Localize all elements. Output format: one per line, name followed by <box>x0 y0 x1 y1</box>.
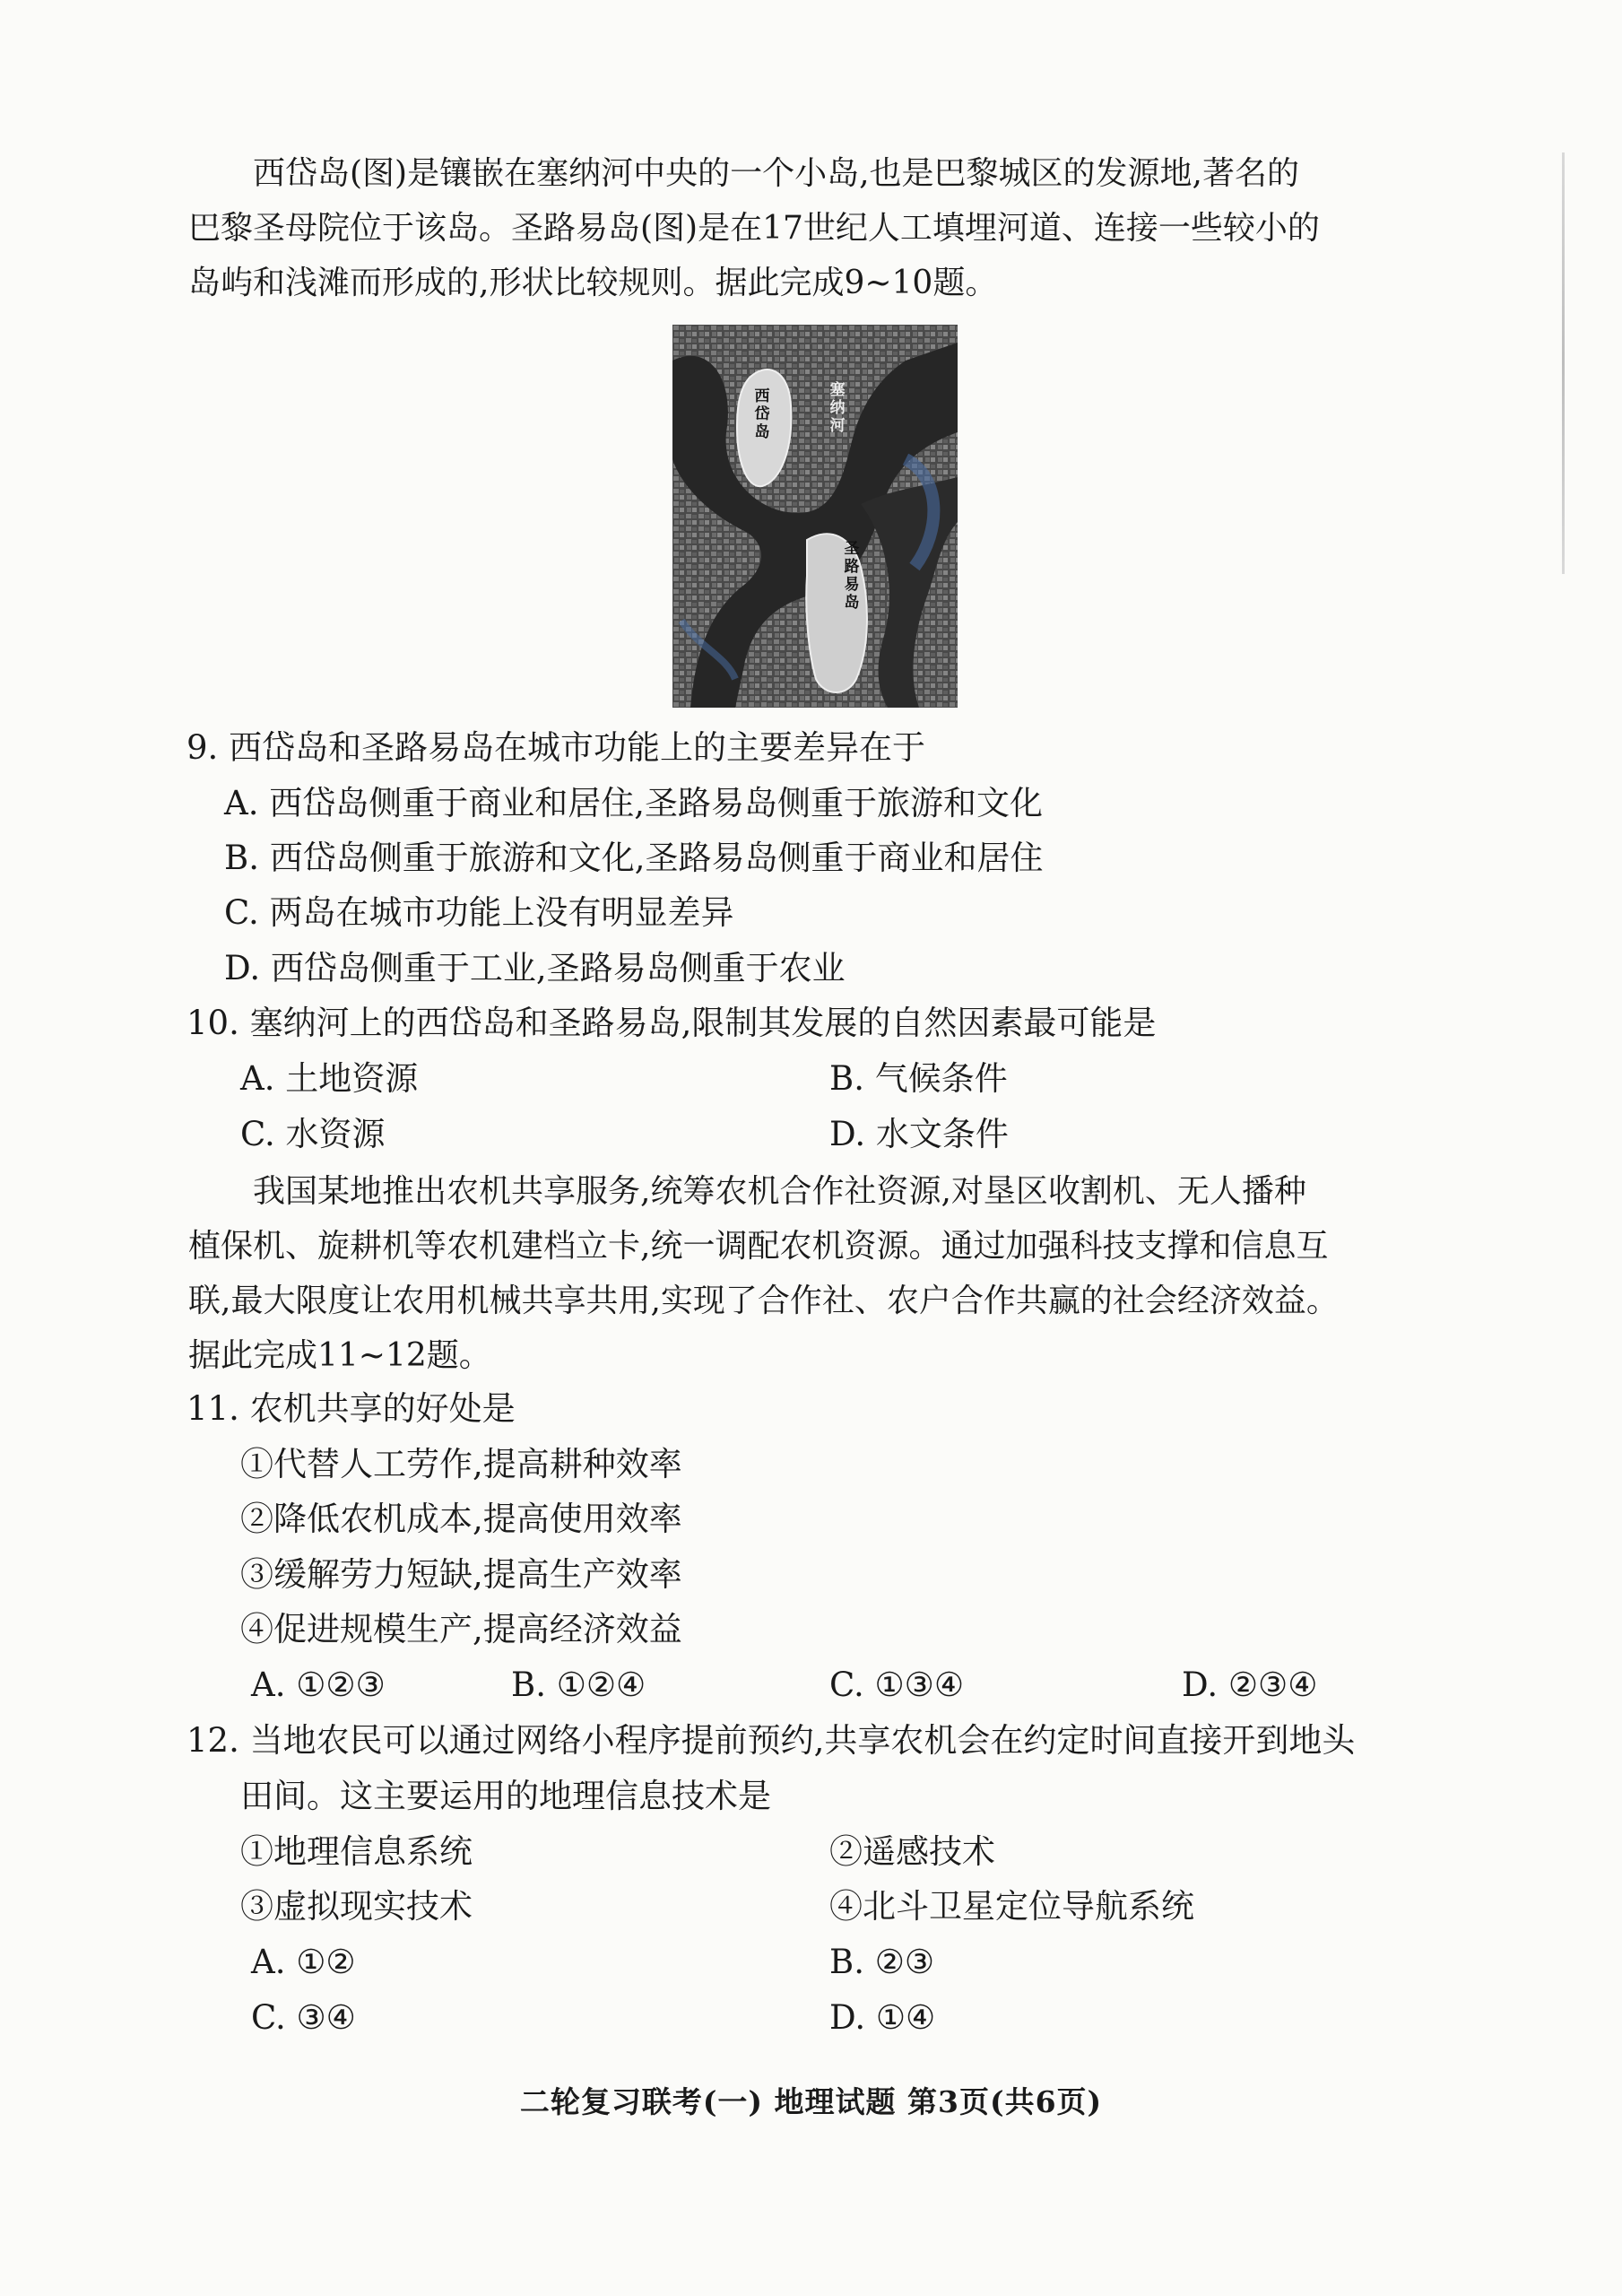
question-9-option-c[interactable]: C. 两岛在城市功能上没有明显差异 <box>224 893 734 932</box>
question-10-option-d[interactable]: D. 水文条件 <box>829 1115 1009 1153</box>
intro1-line1: 西岱岛(图)是镶嵌在塞纳河中央的一个小岛,也是巴黎城区的发源地,著名的 <box>253 155 1299 192</box>
question-12-stem-line1: 12. 当地农民可以通过网络小程序提前预约,共享农机会在约定时间直接开到地头 <box>186 1721 1356 1760</box>
intro1-line2: 巴黎圣母院位于该岛。圣路易岛(图)是在17世纪人工填埋河道、连接一些较小的 <box>188 210 1320 247</box>
question-9-option-b[interactable]: B. 西岱岛侧重于旅游和文化,圣路易岛侧重于商业和居住 <box>224 839 1044 877</box>
question-12-statement-3: ③虚拟现实技术 <box>240 1887 473 1926</box>
question-11-statement-3: ③缓解劳力短缺,提高生产效率 <box>240 1555 682 1594</box>
question-11-statement-1: ①代替人工劳作,提高耕种效率 <box>240 1445 682 1483</box>
question-12-stem-line2: 田间。这主要运用的地理信息技术是 <box>240 1777 771 1815</box>
page-footer: 二轮复习联考(一) 地理试题 第3页(共6页) <box>519 2084 1103 2119</box>
question-10-stem: 10. 塞纳河上的西岱岛和圣路易岛,限制其发展的自然因素最可能是 <box>186 1004 1157 1042</box>
question-11-option-d[interactable]: D. ②③④ <box>1182 1665 1318 1704</box>
question-12-option-a[interactable]: A. ①② <box>251 1943 356 1981</box>
question-11-stem: 11. 农机共享的好处是 <box>186 1389 516 1428</box>
question-10-option-a[interactable]: A. 土地资源 <box>240 1059 419 1098</box>
question-12-option-d[interactable]: D. ①④ <box>829 1998 936 2037</box>
map-label-stlouis: 圣路易岛 <box>844 540 860 612</box>
intro2-line2: 植保机、旋耕机等农机建档立卡,统一调配农机资源。通过加强科技支撑和信息互 <box>188 1228 1329 1265</box>
question-10-option-c[interactable]: C. 水资源 <box>240 1115 386 1153</box>
question-12-option-b[interactable]: B. ②③ <box>829 1943 935 1981</box>
paris-islands-map <box>672 325 958 708</box>
question-11-statement-2: ②降低农机成本,提高使用效率 <box>240 1500 682 1538</box>
scan-margin-line <box>1562 152 1565 574</box>
question-11-option-a[interactable]: A. ①②③ <box>251 1665 386 1704</box>
intro-passage-1 <box>188 146 1444 310</box>
question-12-statement-4: ④北斗卫星定位导航系统 <box>829 1887 1194 1926</box>
question-10-option-b[interactable]: B. 气候条件 <box>829 1059 1008 1098</box>
question-11-statement-4: ④促进规模生产,提高经济效益 <box>240 1610 682 1648</box>
question-9-stem: 9. 西岱岛和圣路易岛在城市功能上的主要差异在于 <box>186 728 926 767</box>
intro2-line3: 联,最大限度让农用机械共享共用,实现了合作社、农户合作共赢的社会经济效益。 <box>188 1283 1339 1319</box>
question-12-option-c[interactable]: C. ③④ <box>251 1998 356 2037</box>
intro2-line4: 据此完成11~12题。 <box>188 1337 491 1374</box>
map-label-seine: 塞纳河 <box>829 381 846 435</box>
question-12-statement-1: ①地理信息系统 <box>240 1832 473 1871</box>
intro1-line3: 岛屿和浅滩而形成的,形状比较规则。据此完成9~10题。 <box>188 265 998 301</box>
question-11-option-c[interactable]: C. ①③④ <box>829 1665 965 1704</box>
intro2-line1: 我国某地推出农机共享服务,统筹农机合作社资源,对垦区收割机、无人播种 <box>253 1173 1306 1210</box>
question-11-option-b[interactable]: B. ①②④ <box>511 1665 646 1704</box>
intro-passage-2 <box>188 1164 1444 1383</box>
question-9-option-a[interactable]: A. 西岱岛侧重于商业和居住,圣路易岛侧重于旅游和文化 <box>224 784 1044 822</box>
question-9-option-d[interactable]: D. 西岱岛侧重于工业,圣路易岛侧重于农业 <box>224 949 846 987</box>
question-12-statement-2: ②遥感技术 <box>829 1832 995 1871</box>
map-label-xidai: 西岱岛 <box>754 387 770 441</box>
